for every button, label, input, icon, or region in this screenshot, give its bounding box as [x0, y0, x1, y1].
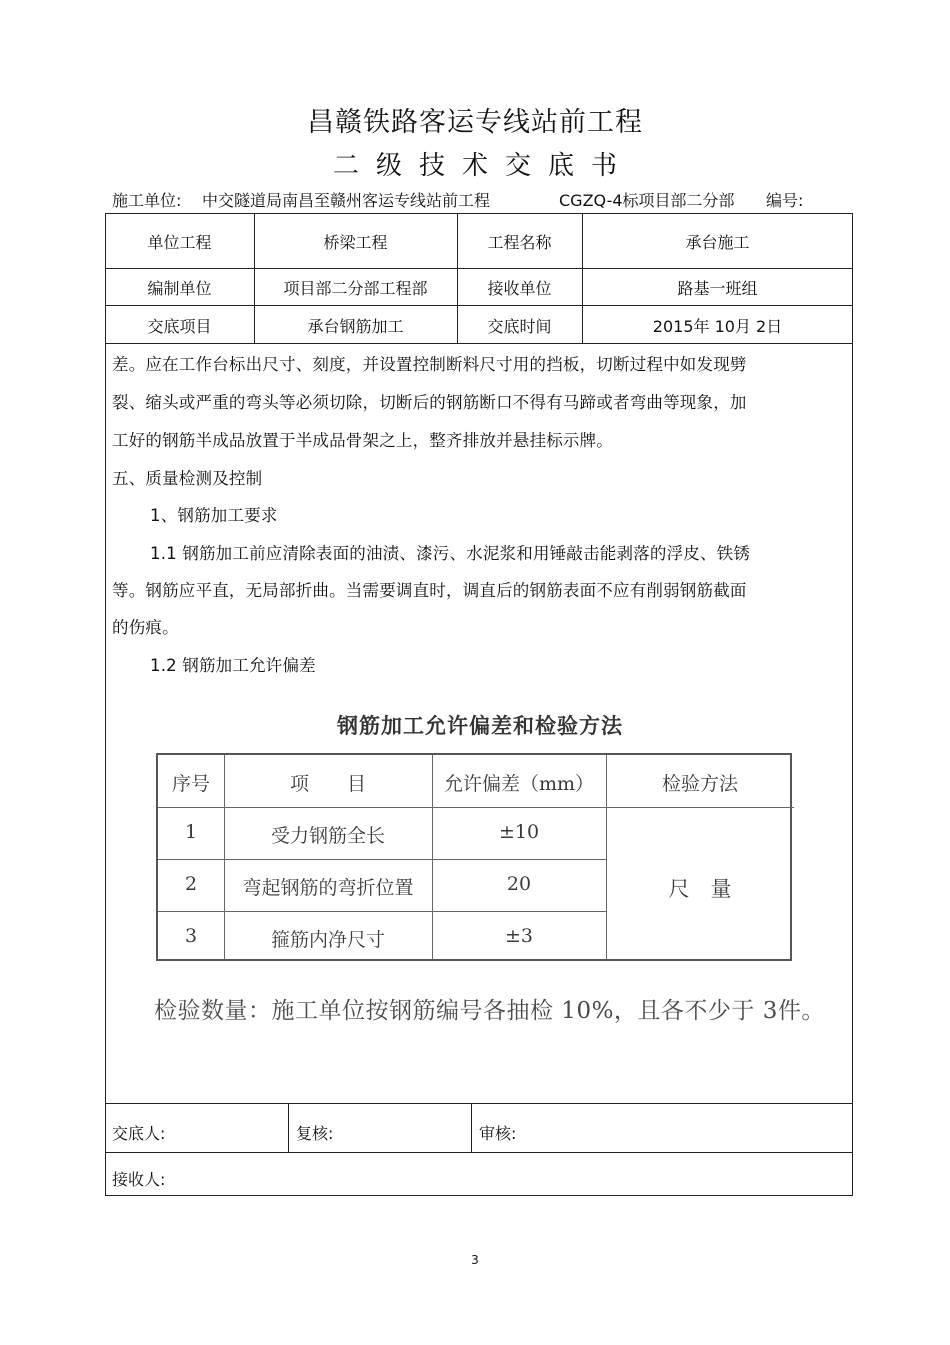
- header-method: 检验方法: [661, 773, 738, 795]
- column-divider: [288, 1103, 289, 1152]
- disclosure-item-value: 承台钢筋加工: [307, 317, 404, 336]
- document-subtitle: 二级技术交底书: [332, 151, 634, 181]
- subsection-heading: 1.2 钢筋加工允许偏差: [150, 656, 316, 675]
- disclosure-item-label: 交底项目: [147, 317, 212, 336]
- body-line: 1.1 钢筋加工前应清除表面的油渍、漆污、水泥浆和用锤敲击能剥落的浮皮、铁锈: [150, 544, 751, 563]
- row-index: 1: [184, 821, 198, 843]
- body-line: 差。应在工作台标出尺寸、刻度，并设置控制断料尺寸用的挡板，切断过程中如发现劈: [112, 355, 747, 374]
- table-rule: [158, 911, 606, 912]
- row-item: 箍筋内净尺寸: [270, 929, 385, 951]
- row-item: 受力钢筋全长: [270, 825, 385, 847]
- presenter-label: 交底人:: [112, 1124, 166, 1143]
- table-rule: [158, 859, 606, 860]
- row-item: 弯起钢筋的弯折位置: [242, 877, 414, 899]
- row-divider: [105, 1103, 853, 1104]
- reviewer-label: 复核:: [296, 1124, 334, 1143]
- project-name-value: 承台施工: [685, 233, 750, 252]
- column-divider: [471, 1103, 472, 1152]
- inspection-method: 尺 量: [668, 877, 732, 901]
- inspection-quantity-note: 检验数量：施工单位按钢筋编号各抽检 10%，且各不少于 3件。: [154, 998, 825, 1024]
- section-heading: 五、质量检测及控制: [112, 469, 263, 488]
- row-index: 3: [184, 925, 198, 947]
- row-divider: [105, 1152, 853, 1153]
- table-rule: [158, 807, 794, 808]
- number-label: 编号:: [766, 191, 804, 210]
- header-tolerance: 允许偏差（mm）: [443, 773, 595, 795]
- subsection-heading: 1、钢筋加工要求: [150, 506, 278, 525]
- approver-label: 审核:: [479, 1124, 517, 1143]
- row-tolerance: ±10: [498, 821, 540, 843]
- row-tolerance: ±3: [504, 925, 533, 947]
- unit-value: 中交隧道局南昌至赣州客运专线站前工程: [202, 191, 491, 210]
- disclosure-time-label: 交底时间: [487, 317, 552, 336]
- unit-project-label: 单位工程: [147, 233, 212, 252]
- header-index: 序号: [171, 773, 210, 795]
- unit-label: 施工单位:: [112, 191, 182, 210]
- prepared-by-value: 项目部二分部工程部: [283, 279, 428, 298]
- tolerance-table-scan: [150, 700, 825, 1045]
- receiving-unit-value: 路基一班组: [677, 279, 758, 298]
- row-divider: [105, 305, 853, 306]
- header-item: 项 目: [289, 773, 366, 795]
- tolerance-table: [156, 753, 792, 961]
- page-number: 3: [471, 1253, 479, 1267]
- body-line: 的伤痕。: [112, 618, 179, 637]
- prepared-by-label: 编制单位: [147, 279, 212, 298]
- row-index: 2: [184, 873, 198, 895]
- body-line: 等。钢筋应平直，无局部折曲。当需要调直时，调直后的钢筋表面不应有削弱钢筋截面: [112, 581, 747, 600]
- disclosure-time-value: 2015年 10月 2日: [652, 317, 783, 336]
- row-divider: [105, 343, 853, 344]
- tolerance-table-title: 钢筋加工允许偏差和检验方法: [337, 714, 623, 738]
- row-tolerance: 20: [506, 873, 532, 895]
- document-title: 昌赣铁路客运专线站前工程: [307, 107, 643, 138]
- receiver-label: 接收人:: [112, 1170, 166, 1189]
- row-divider: [105, 268, 853, 269]
- section-value: CGZQ-4标项目部二分部: [559, 191, 735, 210]
- receiving-unit-label: 接收单位: [487, 279, 552, 298]
- unit-project-value: 桥梁工程: [323, 233, 388, 252]
- body-line: 裂、缩头或严重的弯头等必须切除，切断后的钢筋断口不得有马蹄或者弯曲等现象，加: [112, 393, 747, 412]
- body-line: 工好的钢筋半成品放置于半成品骨架之上，整齐排放并悬挂标示牌。: [112, 431, 613, 450]
- project-name-label: 工程名称: [487, 233, 552, 252]
